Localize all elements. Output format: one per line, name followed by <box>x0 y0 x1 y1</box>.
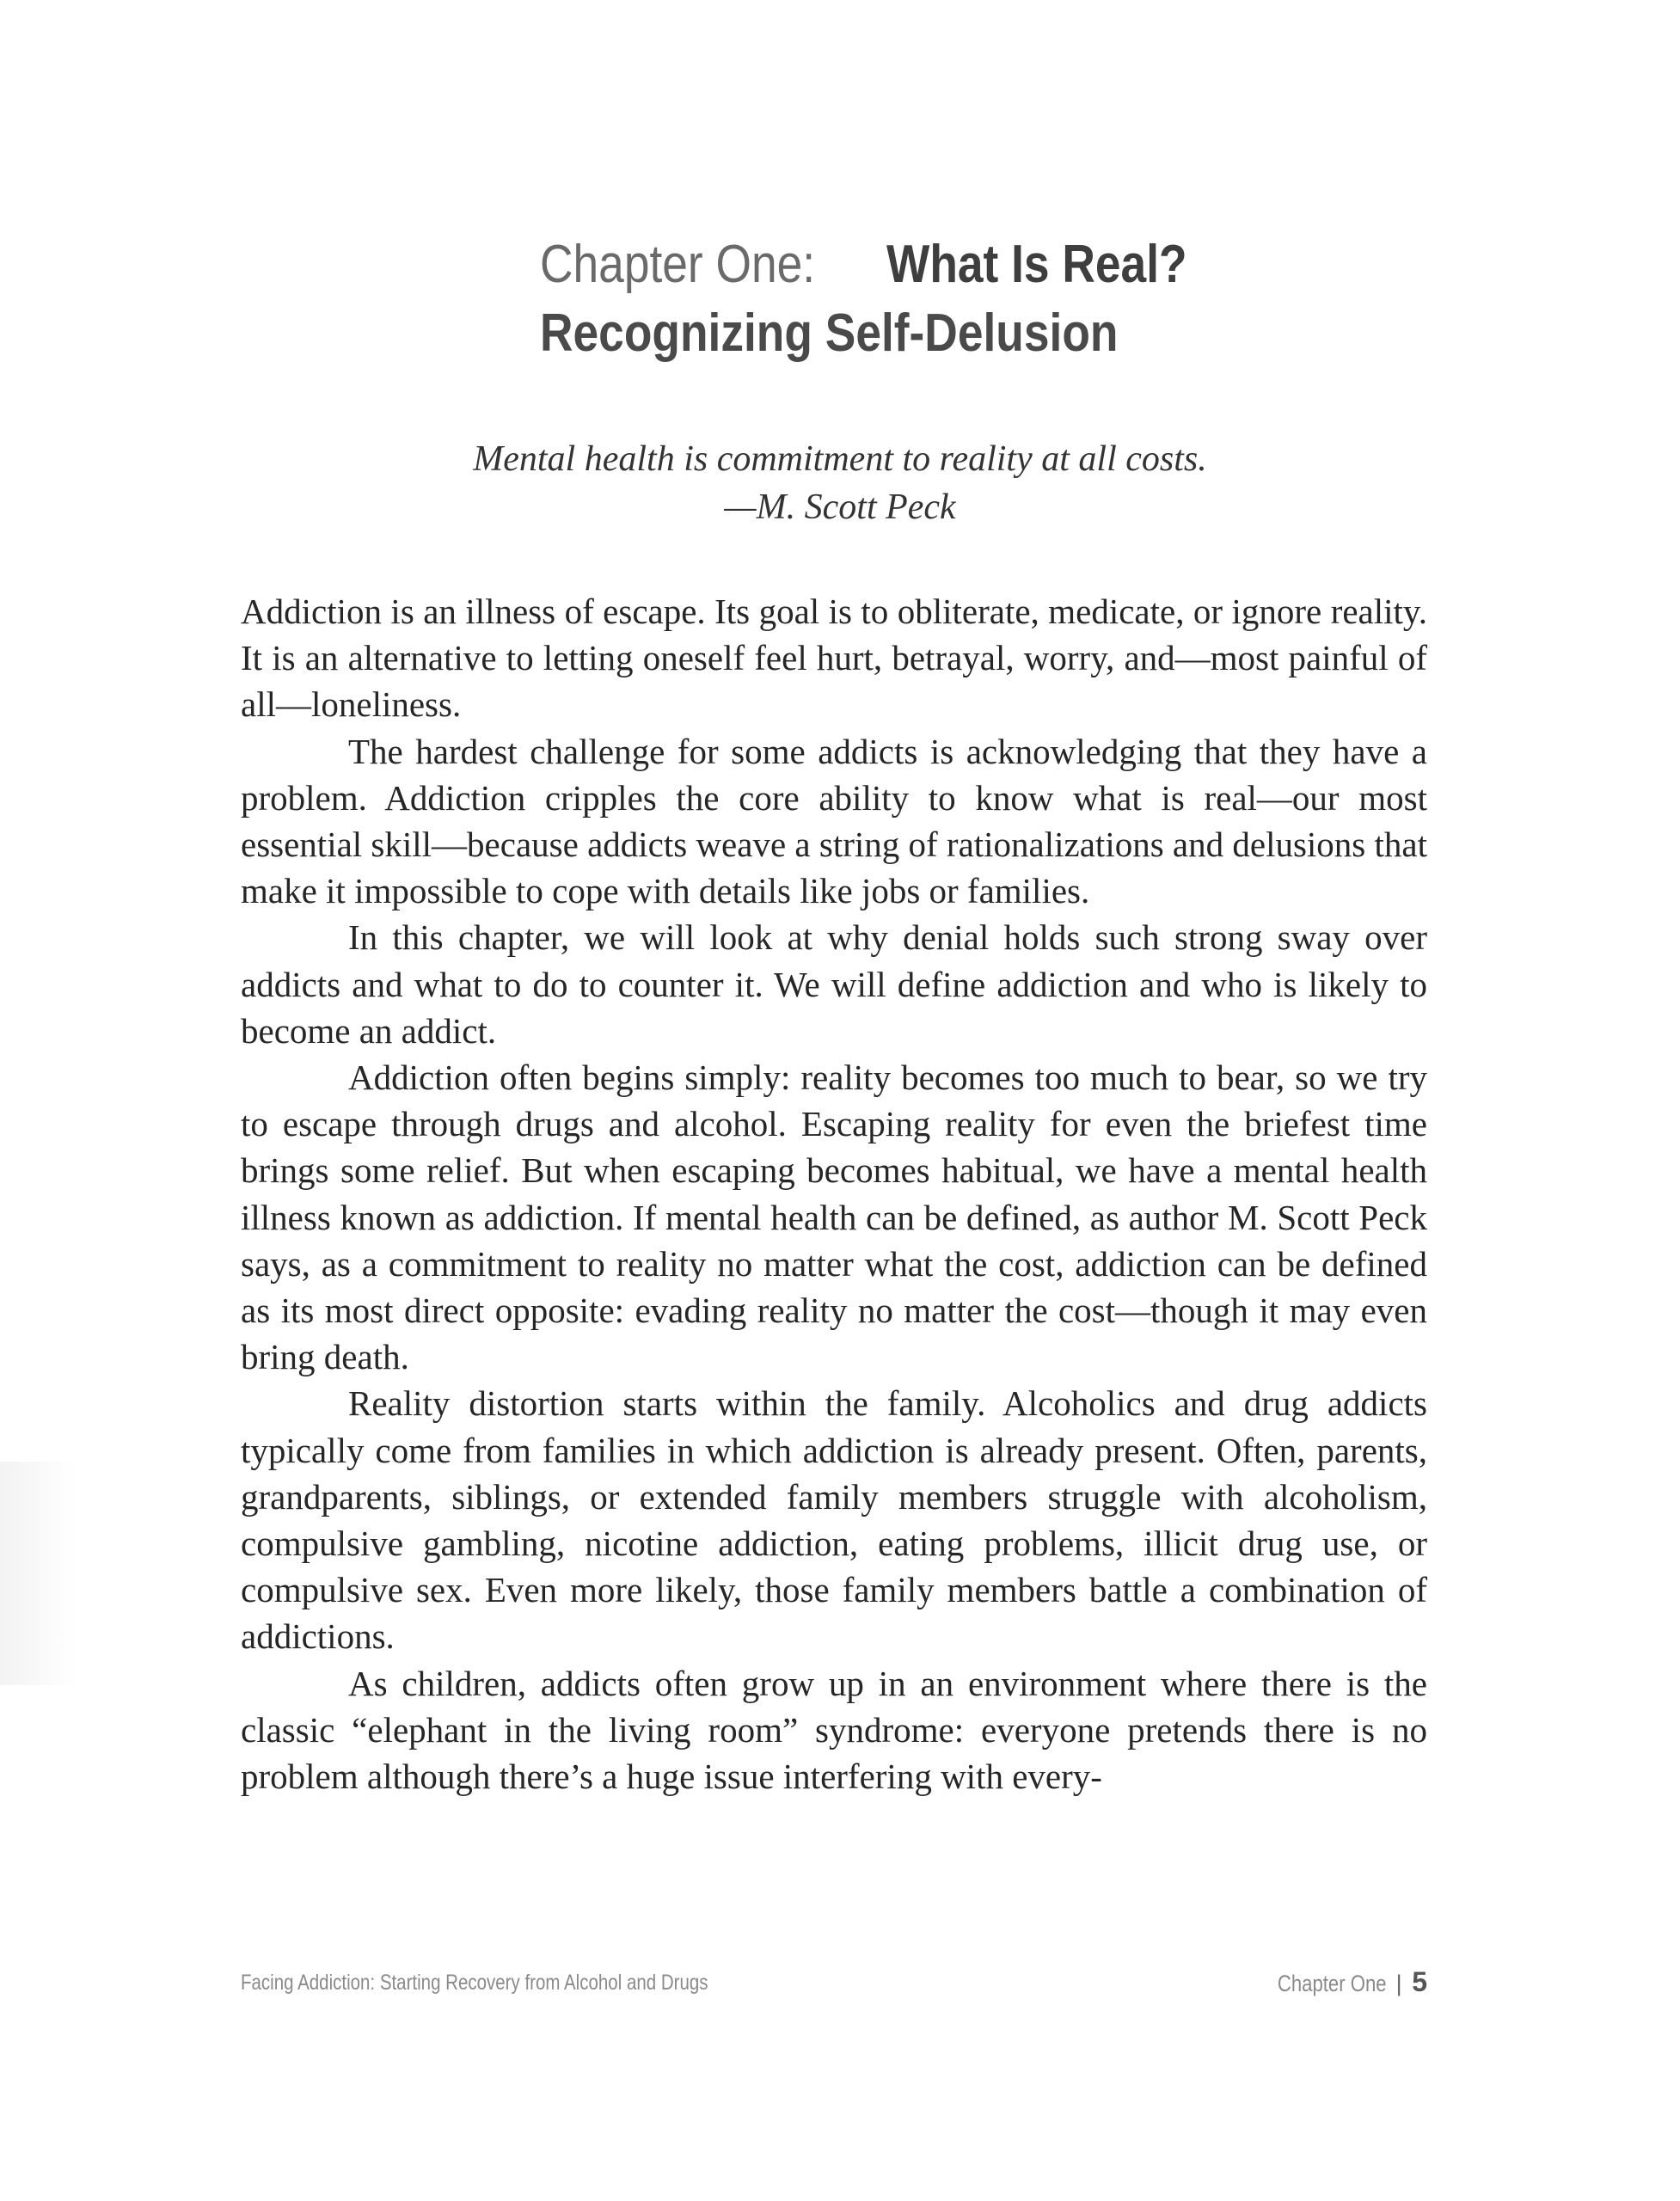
scan-shadow <box>0 1462 77 1685</box>
paragraph-4: Addiction often begins simply: reality becomes too much to bear, so we try to escape through drugs and alcohol. Escaping reality for even the briefest time brings some relief. But when escaping becomes habitual, we have a mental health illness known as addiction. If mental health can be defined, as author M. Scott Peck says, as a commitment to reality no matter what the cost, addiction can be defined as its most direct opposite: evading reality no matter the cost—though it may even bring death. <box>241 1058 1427 1377</box>
page-number: 5 <box>1412 1966 1427 1997</box>
epigraph-attribution: —M. Scott Peck <box>724 487 956 527</box>
footer-page-info <box>1254 1966 1427 1998</box>
footer-chapter: Chapter One <box>1277 1971 1387 1996</box>
paragraph-2: The hardest challenge for some addicts is acknowledging that they have a problem. Addiction cripples the core ability to know what is real—our most essential skill—because addicts weave a string of rationalizations and delusions that make it impossible to cope with details like jobs or families. <box>241 731 1427 911</box>
footer-separator: | <box>1395 1971 1402 1996</box>
epigraph-quote: Mental health is commitment to reality at all costs. <box>473 439 1207 479</box>
paragraph-3: In this chapter, we will look at why denial holds such strong sway over addicts and what to do to counter it. We will define addiction and who is likely to become an addict. <box>241 917 1427 1051</box>
footer-book-title: Facing Addiction: Starting Recovery from Alcohol and Drugs <box>241 1971 708 1995</box>
chapter-title: What Is Real? <box>886 235 1188 294</box>
body-text <box>241 588 1427 1799</box>
chapter-subtitle-line <box>540 299 1486 368</box>
paragraph-1: Addiction is an illness of escape. Its goal is to obliterate, medicate, or ignore reality. It is an alternative to letting oneself feel hurt, betrayal, worry, and—most painful of all—loneliness. <box>241 592 1427 725</box>
epigraph <box>241 435 1439 531</box>
paragraph-5: Reality distortion starts within the family. Alcoholics and drug addicts typically come from families in which addiction is already present. Often, parents, grandparents, siblings, or extended family members struggle with alcoholism, compulsive gambling, nicotine addiction, eating problems, illicit drug use, or compulsive sex. Even more likely, those family members battle a combination of addictions. <box>241 1383 1427 1657</box>
chapter-label: Chapter One: <box>540 235 816 294</box>
paragraph-6: As children, addicts often grow up in an environment where there is the classic “elephant in the living room” syndrome: everyone pretends there is no problem although there’s a huge issue interfering with every- <box>241 1663 1427 1797</box>
chapter-heading-line1 <box>540 230 1486 299</box>
chapter-heading <box>540 230 1486 368</box>
chapter-subtitle: Recognizing Self-Delusion <box>540 303 1119 363</box>
